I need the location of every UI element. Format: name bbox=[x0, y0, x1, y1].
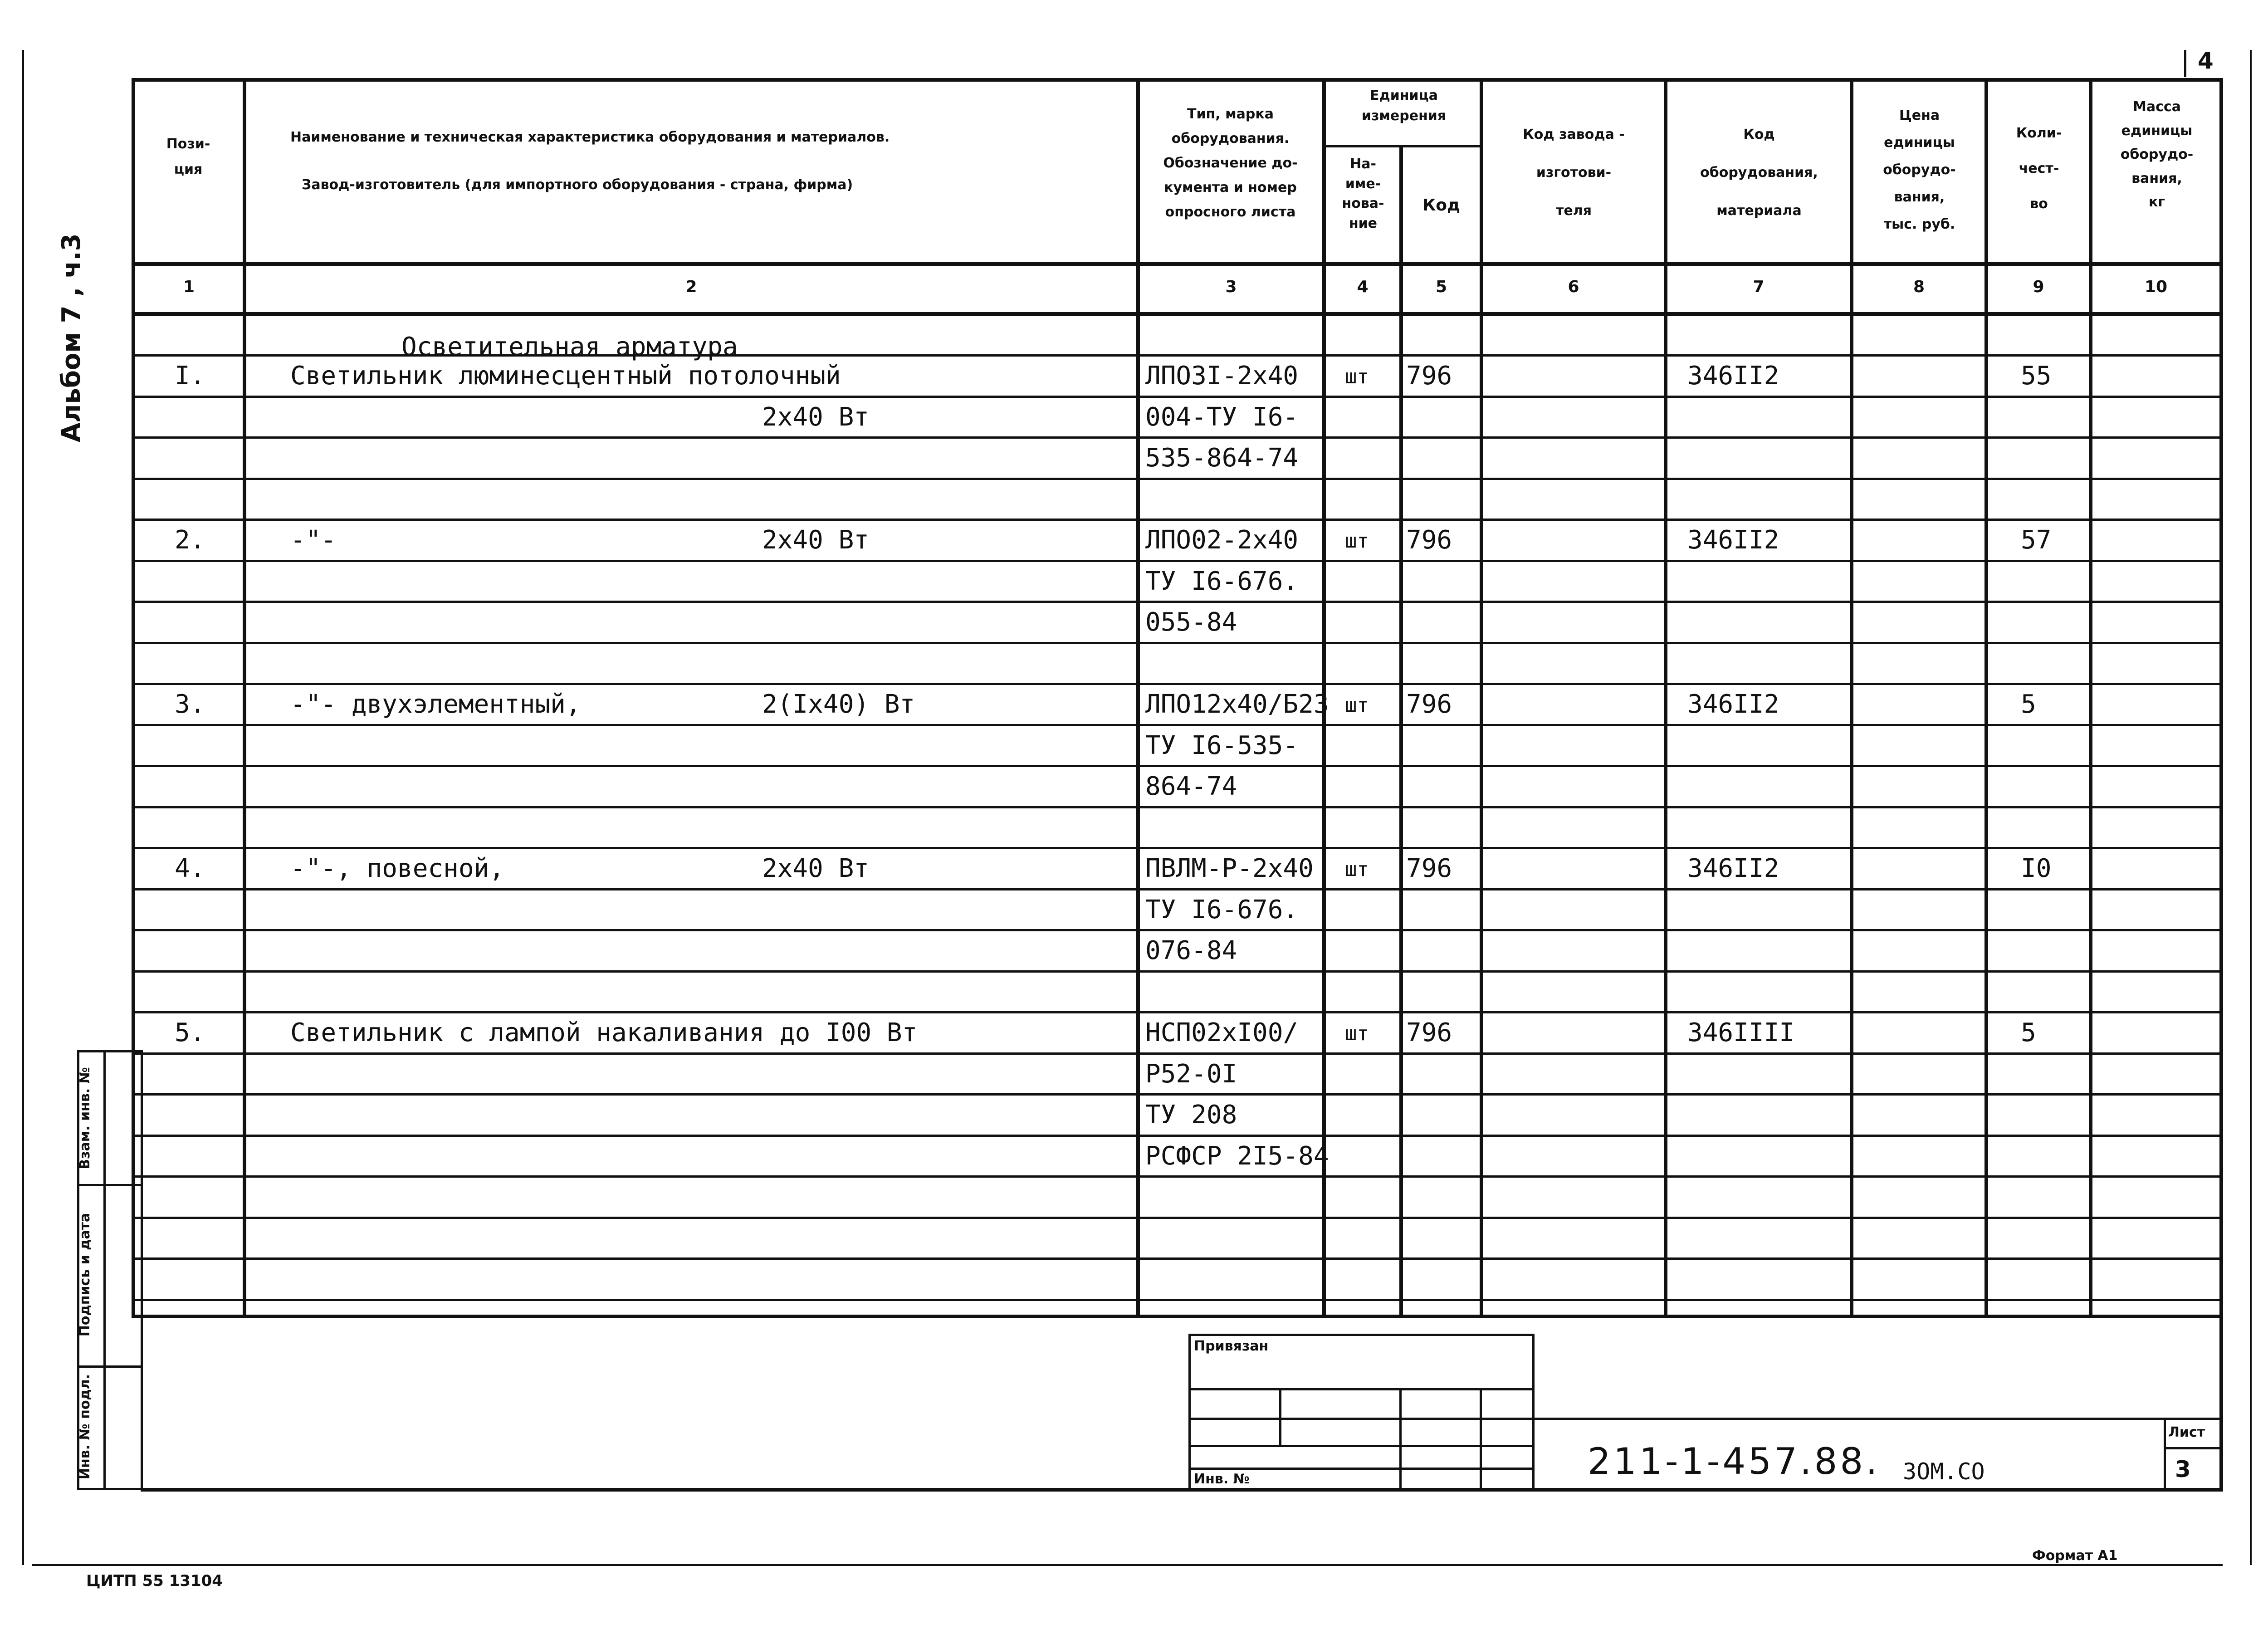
colnum-4: 4 bbox=[1357, 278, 1369, 296]
cell-name: Светильник люминесцентный потолочный bbox=[290, 361, 841, 391]
cell-type: ЛПО3I-2x40 bbox=[1145, 361, 1299, 391]
row-line bbox=[132, 1299, 2223, 1301]
col-line-5 bbox=[1480, 78, 1483, 1316]
row-line bbox=[132, 1135, 2223, 1137]
attached-label: Привязан bbox=[1194, 1338, 1269, 1354]
cell-power: 2x40 Вт bbox=[762, 402, 870, 432]
inv-label: Инв. № bbox=[1194, 1471, 1250, 1487]
cell-quantity: 57 bbox=[2021, 525, 2052, 555]
header-mass: Масса единицы оборудо- вания, кг bbox=[2120, 99, 2194, 210]
corner-divider bbox=[2184, 50, 2186, 77]
document-suffix: ЗОМ.СО bbox=[1903, 1458, 1985, 1485]
col-line-0 bbox=[132, 78, 135, 1316]
cell-type: 076-84 bbox=[1145, 936, 1237, 965]
cell-unit: шт bbox=[1345, 694, 1369, 717]
row-line bbox=[132, 519, 2223, 521]
attached-box-left bbox=[1188, 1334, 1191, 1490]
table-bottom-line bbox=[132, 1315, 2223, 1318]
row-line bbox=[132, 765, 2223, 767]
cell-equipment-code: 346II2 bbox=[1687, 854, 1779, 883]
col-line-9 bbox=[2089, 78, 2092, 1316]
side-label-signature: Подпись и дата bbox=[77, 1213, 93, 1337]
cell-unit-code: 796 bbox=[1406, 690, 1452, 719]
cell-name: -"-, повесной, bbox=[290, 854, 505, 883]
colnum-8: 8 bbox=[1913, 278, 1925, 296]
cell-type: 004-ТУ I6- bbox=[1145, 402, 1299, 432]
cell-type: ЛПО12x40/Б23 bbox=[1145, 690, 1329, 719]
header-name-line2: Завод-изготовитель (для импортного оборудования - страна, фирма) bbox=[302, 177, 853, 193]
row-line bbox=[132, 1052, 2223, 1055]
bottom-margin-line bbox=[32, 1564, 2223, 1566]
cell-power: 2x40 Вт bbox=[762, 854, 870, 883]
header-unit-name: На- име- нова- ние bbox=[1342, 156, 1384, 231]
header-name-line1: Наименование и техническая характеристика оборудования и материалов. bbox=[290, 129, 890, 145]
attached-box-top bbox=[1188, 1334, 1533, 1336]
colnum-6: 6 bbox=[1568, 278, 1579, 296]
cell-position: 5. bbox=[175, 1018, 205, 1047]
header-equipment-code: Код оборудования, материала bbox=[1700, 127, 1818, 219]
col-line-4 bbox=[1399, 145, 1403, 1316]
cell-quantity: 55 bbox=[2021, 361, 2052, 391]
cell-type: ТУ 208 bbox=[1145, 1100, 1237, 1130]
cell-quantity: 5 bbox=[2021, 1018, 2036, 1047]
row-line bbox=[132, 396, 2223, 398]
header-bottom-line bbox=[132, 262, 2223, 266]
side-label-inv-replace: Взам. инв. № bbox=[77, 1067, 93, 1169]
cell-equipment-code: 346IIII bbox=[1687, 1018, 1795, 1047]
left-margin-line bbox=[22, 50, 24, 1565]
cell-type: 864-74 bbox=[1145, 772, 1237, 801]
cell-position: I. bbox=[175, 361, 205, 391]
sheet-label: Лист bbox=[2168, 1424, 2205, 1440]
sheet-box-mid bbox=[2164, 1447, 2223, 1449]
header-factory-code: Код завода - изготови- теля bbox=[1523, 127, 1625, 219]
unit-subheader-line bbox=[1325, 145, 1483, 147]
header-price: Цена единицы оборудо- вания, тыс. руб. bbox=[1883, 108, 1956, 232]
cell-unit: шт bbox=[1345, 1022, 1369, 1045]
col-line-2 bbox=[1136, 78, 1140, 1316]
row-line bbox=[132, 724, 2223, 726]
attached-box-col3 bbox=[1480, 1388, 1482, 1490]
row-line bbox=[132, 970, 2223, 973]
cell-type: ТУ I6-535- bbox=[1145, 731, 1299, 760]
row-line bbox=[132, 560, 2223, 562]
stamp-bottom-line bbox=[141, 1488, 2223, 1492]
colnum-5: 5 bbox=[1435, 278, 1447, 296]
row-line bbox=[132, 1175, 2223, 1178]
colnum-10: 10 bbox=[2144, 278, 2168, 296]
row-line bbox=[132, 601, 2223, 603]
col-line-6 bbox=[1664, 78, 1667, 1316]
cell-name: Светильник с лампой накаливания до I00 Вт bbox=[290, 1018, 918, 1047]
cell-name: -"- bbox=[290, 525, 337, 555]
row-line bbox=[132, 436, 2223, 439]
attached-box-right bbox=[1532, 1334, 1535, 1490]
side-strip-right bbox=[141, 1050, 143, 1490]
section-title: Осветительная арматура bbox=[401, 332, 738, 362]
cell-unit-code: 796 bbox=[1406, 1018, 1452, 1047]
col-line-10 bbox=[2219, 78, 2223, 1316]
cell-type: ЛПО02-2x40 bbox=[1145, 525, 1299, 555]
footer-left-code: ЦИТП 55 13104 bbox=[86, 1572, 223, 1590]
attached-box-col1 bbox=[1279, 1388, 1281, 1445]
colnum-9: 9 bbox=[2033, 278, 2044, 296]
header-type: Тип, марка оборудования. Обозначение до- кумента и номер опросного листа bbox=[1163, 106, 1298, 220]
numbers-bottom-line bbox=[132, 312, 2223, 316]
right-margin-line bbox=[2250, 50, 2252, 1565]
attached-box-col2 bbox=[1399, 1388, 1402, 1490]
cell-unit-code: 796 bbox=[1406, 854, 1452, 883]
title-block-top bbox=[1532, 1418, 2222, 1420]
cell-position: 3. bbox=[175, 690, 205, 719]
sheet-box-left bbox=[2164, 1418, 2166, 1490]
cell-equipment-code: 346II2 bbox=[1687, 690, 1779, 719]
colnum-3: 3 bbox=[1225, 278, 1237, 296]
document-code: 211-1-457.88. bbox=[1588, 1440, 1880, 1482]
cell-quantity: I0 bbox=[2021, 854, 2052, 883]
row-line bbox=[132, 1217, 2223, 1219]
side-label-inv-orig: Инв. № подл. bbox=[77, 1374, 93, 1480]
row-line bbox=[132, 1093, 2223, 1096]
col-line-1 bbox=[243, 78, 246, 1316]
cell-unit-code: 796 bbox=[1406, 361, 1452, 391]
row-line bbox=[132, 478, 2223, 480]
cell-position: 4. bbox=[175, 854, 205, 883]
colnum-2: 2 bbox=[685, 278, 697, 296]
cell-power: 2(Ix40) Вт bbox=[762, 690, 915, 719]
side-strip-mid bbox=[103, 1050, 106, 1490]
cell-type: Р52-0I bbox=[1145, 1059, 1237, 1089]
cell-type: ТУ I6-676. bbox=[1145, 895, 1299, 925]
stamp-right-line bbox=[2219, 1315, 2223, 1492]
row-line bbox=[132, 888, 2223, 890]
cell-equipment-code: 346II2 bbox=[1687, 525, 1779, 555]
header-unit-title: Единица измерения bbox=[1361, 88, 1447, 124]
sheet-number: 3 bbox=[2175, 1456, 2191, 1482]
cell-type: 055-84 bbox=[1145, 607, 1237, 637]
col-line-7 bbox=[1850, 78, 1853, 1316]
cell-unit: шт bbox=[1345, 858, 1369, 881]
cell-type: НСП02xI00/ bbox=[1145, 1018, 1299, 1047]
cell-unit-code: 796 bbox=[1406, 525, 1452, 555]
row-line bbox=[132, 642, 2223, 644]
table-top-line bbox=[132, 78, 2223, 82]
cell-position: 2. bbox=[175, 525, 205, 555]
header-unit-code: Код bbox=[1422, 196, 1461, 215]
cell-type: РСФСР 2I5-84 bbox=[1145, 1141, 1329, 1171]
footer-format: Формат А1 bbox=[2032, 1548, 2118, 1564]
cell-type: 535-864-74 bbox=[1145, 443, 1299, 473]
row-line bbox=[132, 806, 2223, 808]
row-line bbox=[132, 847, 2223, 849]
row-line bbox=[132, 683, 2223, 685]
cell-quantity: 5 bbox=[2021, 690, 2036, 719]
header-quantity: Коли- чест- во bbox=[2016, 125, 2062, 212]
col-line-8 bbox=[1984, 78, 1988, 1316]
colnum-7: 7 bbox=[1753, 278, 1765, 296]
colnum-1: 1 bbox=[183, 278, 195, 296]
cell-name: -"- двухэлементный, bbox=[290, 690, 581, 719]
cell-type: ПВЛМ-Р-2x40 bbox=[1145, 854, 1314, 883]
cell-type: ТУ I6-676. bbox=[1145, 567, 1299, 596]
sheet-corner-number: 4 bbox=[2198, 48, 2214, 74]
cell-unit: шт bbox=[1345, 529, 1369, 553]
row-line bbox=[132, 1011, 2223, 1013]
album-label: Альбом 7 , ч.3 bbox=[57, 233, 86, 442]
cell-equipment-code: 346II2 bbox=[1687, 361, 1779, 391]
row-line bbox=[132, 1257, 2223, 1260]
row-line bbox=[132, 929, 2223, 931]
cell-power: 2x40 Вт bbox=[762, 525, 870, 555]
cell-unit: шт bbox=[1345, 365, 1369, 388]
header-position: Пози- ция bbox=[166, 136, 210, 177]
